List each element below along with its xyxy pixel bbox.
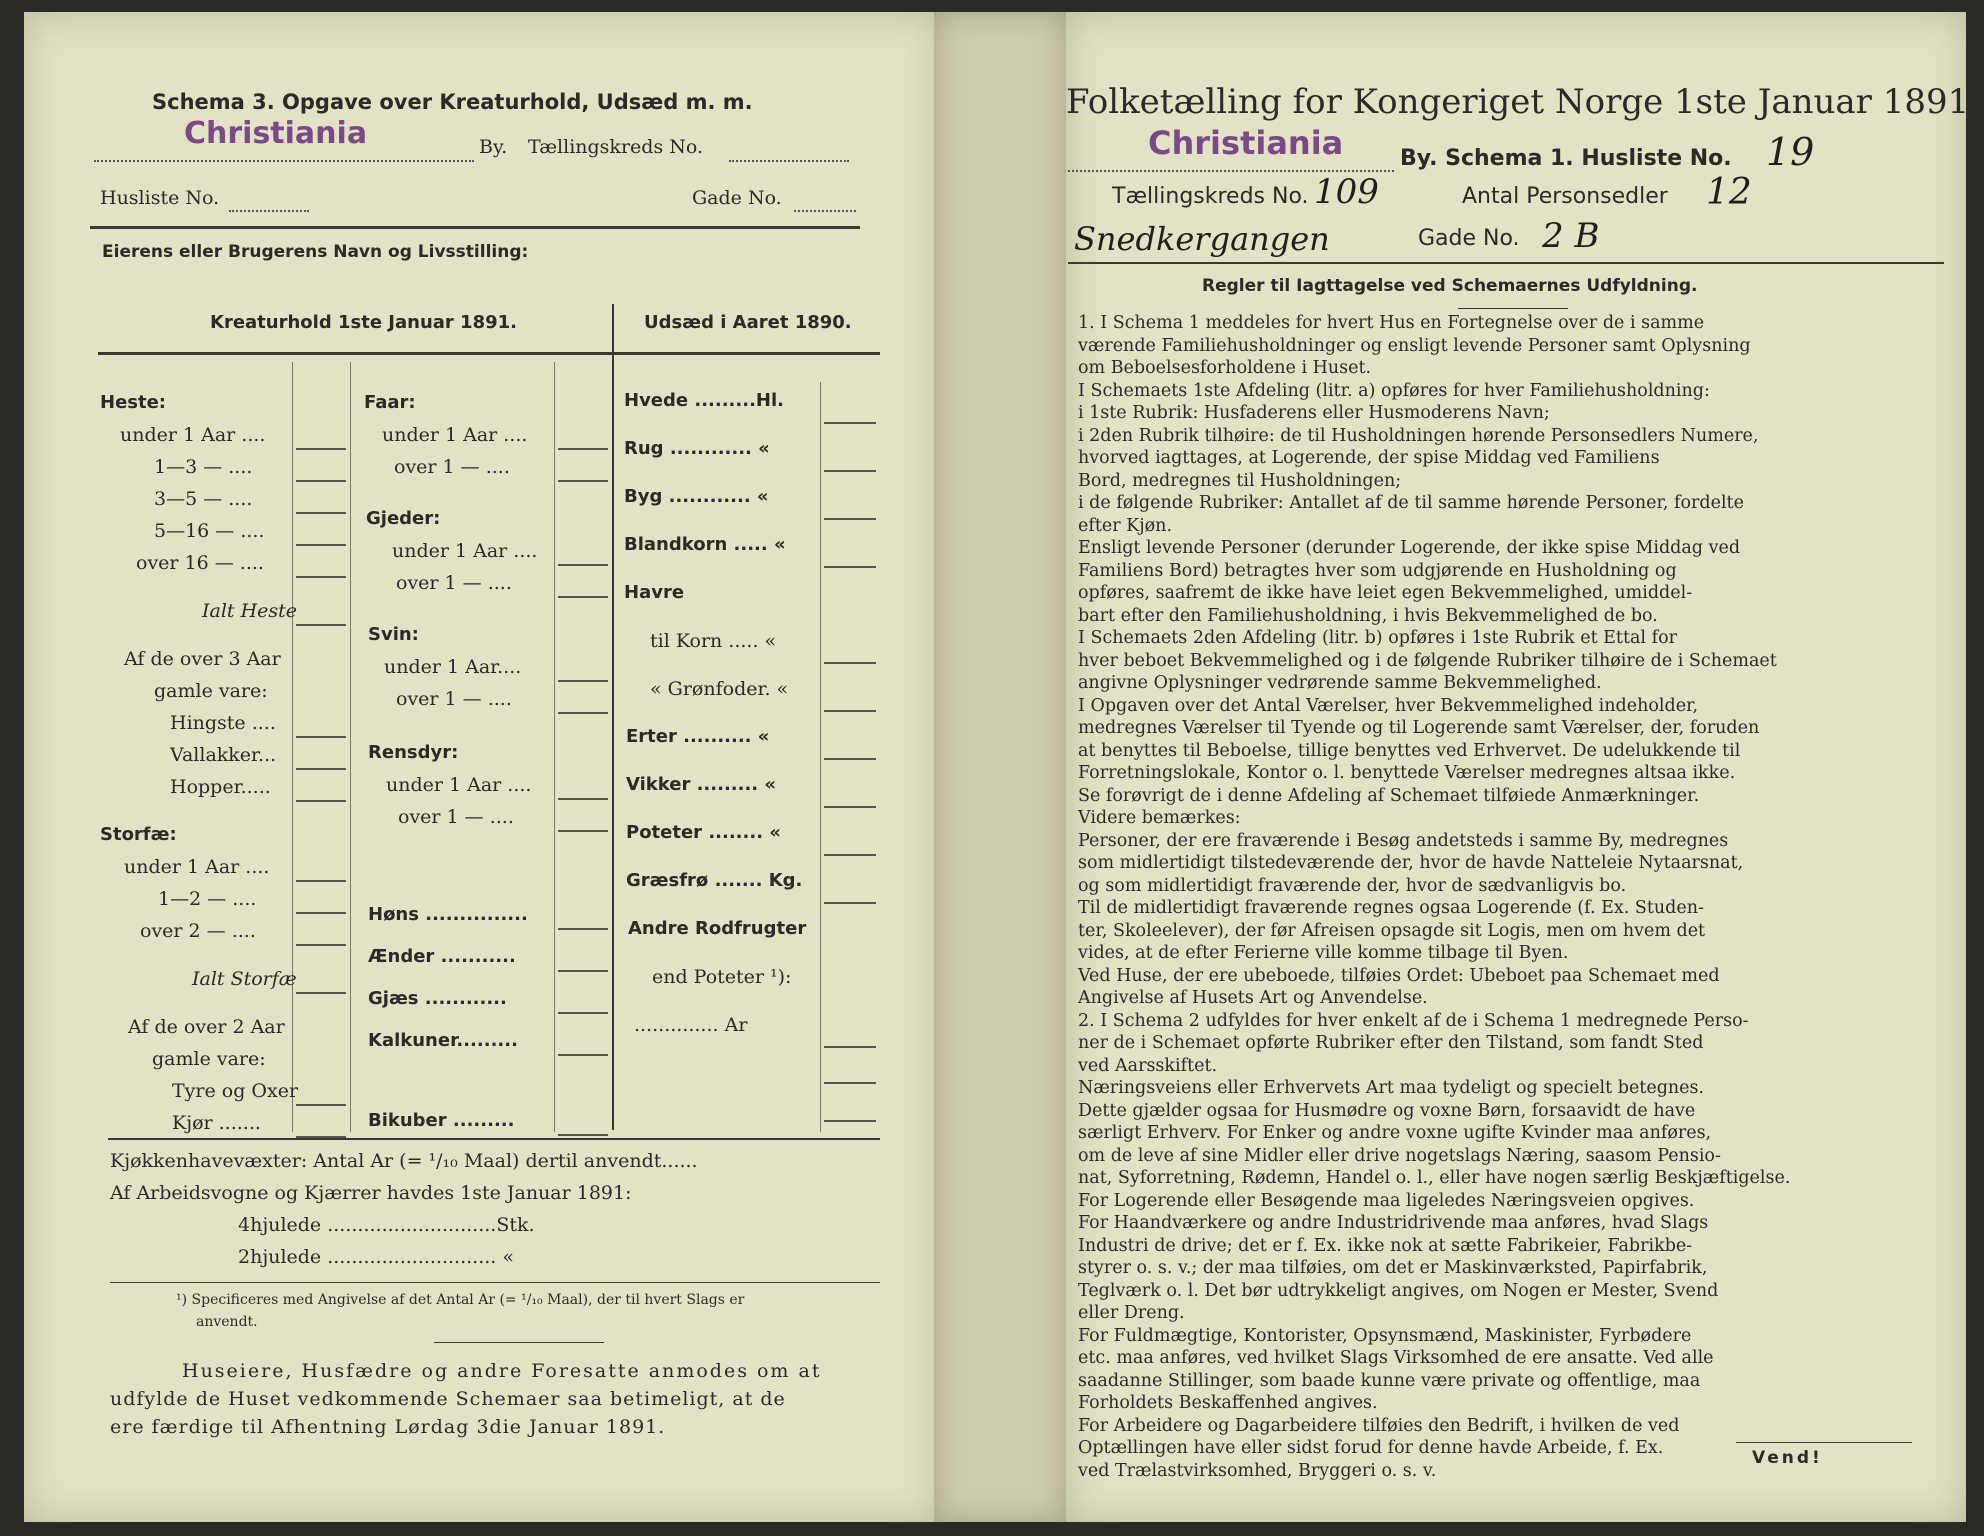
rules-line: Ensligt levende Personer (derunder Logerende, der ikke spise Middag ved bbox=[1078, 538, 1741, 558]
storfae-sub-row: Tyre og Oxer bbox=[172, 1080, 299, 1102]
value-line bbox=[558, 712, 608, 714]
rules-line: Optællingen have eller sidst forud for denne havde Arbeide, f. Ex. bbox=[1078, 1438, 1664, 1458]
left-page-schema-3 bbox=[24, 12, 940, 1522]
svin-row: over 1 — .... bbox=[396, 688, 512, 710]
rules-line: Familiens Bord) betragtes hver som udgjørende en Husholdning og bbox=[1078, 560, 1677, 581]
rules-line: ved Trælastvirksomhed, Bryggeri o. s. v. bbox=[1078, 1460, 1437, 1481]
svin-title: Svin: bbox=[368, 624, 419, 645]
arbeidsvogne-line: Af Arbeidsvogne og Kjærrer havdes 1ste Januar 1891: bbox=[110, 1182, 632, 1204]
ialt-heste: Ialt Heste bbox=[202, 600, 298, 622]
value-line bbox=[296, 944, 346, 946]
to-hjulede: 2hjulede ............................ « bbox=[238, 1246, 514, 1268]
gjeder-title: Gjeder: bbox=[366, 508, 441, 529]
rules-line: Videre bemærkes: bbox=[1078, 808, 1241, 828]
rules-line: eller Dreng. bbox=[1078, 1303, 1185, 1323]
rules-line: nat, Syforretning, Rødemn, Handel o. l., eller have nogen særlig Beskjæftigelse. bbox=[1078, 1168, 1791, 1188]
value-line bbox=[824, 470, 876, 472]
value-line bbox=[296, 768, 346, 770]
value-line bbox=[558, 970, 608, 972]
rules-line: om de leve af sine Midler eller drive nogetslags Næring, saasom Pensio- bbox=[1078, 1145, 1721, 1166]
rules-line: For Haandværkere og andre Industridrivende maa anføres, hvad Slags bbox=[1078, 1213, 1709, 1233]
rules-line: Til de midlertidigt fraværende regnes ogsaa Logerende (f. Ex. Studen- bbox=[1078, 898, 1704, 918]
storfae-title: Storfæ: bbox=[100, 824, 177, 845]
heste-title: Heste: bbox=[100, 392, 166, 413]
heste-sub-row: Hopper..... bbox=[170, 776, 271, 798]
vend-label: Vend! bbox=[1752, 1448, 1823, 1468]
gade-label-right: Gade No. bbox=[1418, 226, 1520, 251]
husliste-no[interactable]: 19 bbox=[1766, 130, 1815, 174]
col-line-3 bbox=[554, 362, 555, 1132]
header-rule bbox=[90, 226, 860, 229]
footnote-rule bbox=[110, 1282, 880, 1283]
rules-line: For Arbeidere og Dagarbeidere tilføies den Bedrift, i hvilken de ved bbox=[1078, 1415, 1680, 1436]
storfae-row: under 1 Aar .... bbox=[124, 856, 270, 878]
rules-title-underline bbox=[1458, 308, 1568, 309]
rules-line: angivne Oplysninger vedrørende samme Bekvemmelighed. bbox=[1078, 673, 1602, 693]
antal-personsedler[interactable]: 12 bbox=[1706, 172, 1752, 213]
rules-line: efter Kjøn. bbox=[1078, 515, 1173, 536]
value-line bbox=[296, 544, 346, 546]
value-line bbox=[296, 1104, 346, 1106]
value-line bbox=[824, 518, 876, 520]
heste-row: over 16 — .... bbox=[136, 552, 264, 574]
udsaed-row: Vikker ......... « bbox=[626, 774, 777, 795]
street-handwritten[interactable]: Snedkergangen bbox=[1074, 220, 1330, 258]
udsaed-row: « Grønfoder. « bbox=[650, 678, 789, 700]
by-label: By. bbox=[479, 136, 508, 158]
udsaed-row: end Poteter ¹): bbox=[652, 966, 792, 988]
by-schema-label: By. Schema 1. Husliste No. bbox=[1400, 146, 1732, 171]
rules-line: medregnes Værelser til Tyende og til Logerende samt Værelser, der, foruden bbox=[1078, 718, 1760, 738]
column-divider-main bbox=[612, 304, 614, 1130]
rules-line: For Fuldmægtige, Kontorister, Opsynsmænd, Maskinister, Fyrbødere bbox=[1078, 1325, 1692, 1346]
value-line bbox=[558, 564, 608, 566]
rules-line: særligt Erhverv. For Enker og andre voxne ugifte Kvinder maa anføres, bbox=[1078, 1123, 1712, 1143]
value-line bbox=[558, 448, 608, 450]
gade-label-left: Gade No. bbox=[692, 187, 782, 209]
value-line bbox=[824, 1046, 876, 1048]
udsaed-row: Hvede .........Hl. bbox=[624, 390, 784, 411]
rules-line: 1. I Schema 1 meddeles for hvert Hus en Fortegnelse over de i samme bbox=[1078, 313, 1705, 333]
rules-line: Se forøvrigt de i denne Afdeling af Schemaet tilføiede Anmærkninger. bbox=[1078, 785, 1700, 806]
rensdyr-row: under 1 Aar .... bbox=[386, 774, 532, 796]
faar-row: over 1 — .... bbox=[394, 456, 510, 478]
schema-3-header: Schema 3. Opgave over Kreaturhold, Udsæd m. m. bbox=[152, 90, 753, 114]
value-line bbox=[558, 1054, 608, 1056]
value-line bbox=[296, 480, 346, 482]
value-line bbox=[558, 596, 608, 598]
poultry-row: Høns ............... bbox=[368, 904, 528, 925]
heste-row: under 1 Aar .... bbox=[120, 424, 266, 446]
value-line bbox=[824, 902, 876, 904]
udsaed-row: .............. Ar bbox=[634, 1014, 748, 1036]
gjeder-row: under 1 Aar .... bbox=[392, 540, 538, 562]
svin-row: under 1 Aar.... bbox=[384, 656, 522, 678]
rules-line: hvorved iagttages, at Logerende, der spise Middag ved Familiens bbox=[1078, 448, 1660, 468]
poultry-row: Kalkuner......... bbox=[368, 1030, 518, 1051]
gade-no[interactable]: 2 B bbox=[1542, 216, 1600, 256]
heste-row: 1—3 — .... bbox=[154, 456, 253, 478]
rules-line: at benyttes til Beboelse, tillige benyttes ved Erhvervet. De udelukkende til bbox=[1078, 740, 1741, 761]
rules-line: Angivelse af Husets Art og Anvendelse. bbox=[1078, 988, 1428, 1008]
closing-text: ere færdige til Afhentning Lørdag 3die Januar 1891. bbox=[110, 1416, 666, 1438]
rules-line: i 2den Rubrik tilhøire: de til Husholdningen hørende Personsedlers Numere, bbox=[1078, 425, 1759, 446]
value-line bbox=[824, 806, 876, 808]
owner-label: Eierens eller Brugerens Navn og Livsstilling: bbox=[102, 242, 529, 262]
value-line bbox=[296, 736, 346, 738]
husliste-line-left bbox=[229, 210, 309, 212]
table-top-rule bbox=[98, 352, 880, 355]
value-line bbox=[824, 854, 876, 856]
rules-text bbox=[1078, 312, 1914, 1482]
rules-line: og som midlertidigt fraværende der, hvor de sædvanligvis bo. bbox=[1078, 875, 1627, 896]
right-header-rule bbox=[1068, 262, 1944, 264]
rules-line: i 1ste Rubrik: Husfaderens eller Husmoderens Navn; bbox=[1078, 403, 1550, 423]
value-line bbox=[558, 830, 608, 832]
value-line bbox=[558, 798, 608, 800]
city-handwritten-left: Christiania bbox=[184, 116, 368, 151]
udsaed-row: Andre Rodfrugter bbox=[628, 918, 807, 939]
rensdyr-row: over 1 — .... bbox=[398, 806, 514, 828]
storfae-sub-row: Kjør ....... bbox=[172, 1112, 261, 1134]
taellingskreds-no[interactable]: 109 bbox=[1314, 172, 1379, 212]
udsaed-row: Græsfrø ....... Kg. bbox=[626, 870, 803, 891]
rules-line: Forretningslokale, Kontor o. l. benyttede Værelser medregnes altsaa ikke. bbox=[1078, 763, 1736, 783]
table-bottom-rule bbox=[108, 1138, 880, 1140]
rules-line: Næringsveiens eller Erhvervets Art maa tydeligt og specielt betegnes. bbox=[1078, 1078, 1705, 1098]
rules-line: Teglværk o. l. Det bør udtrykkeligt angives, om Nogen er Mester, Svend bbox=[1078, 1280, 1719, 1301]
rules-line: bart efter den Familiehusholdning, i hvis Bekvemmelighed de bo. bbox=[1078, 605, 1658, 626]
value-line bbox=[558, 480, 608, 482]
gade-line-left bbox=[794, 210, 856, 212]
faar-title: Faar: bbox=[364, 392, 416, 413]
value-line bbox=[824, 662, 876, 664]
rules-line: hver beboet Bekvemmelighed og i de følgende Rubriker tilhøire de i Schemaet bbox=[1078, 650, 1777, 671]
udsaed-row: til Korn ..... « bbox=[650, 630, 777, 652]
udsaed-row: Erter .......... « bbox=[626, 726, 770, 747]
rules-line: i de følgende Rubriker: Antallet af de til samme hørende Personer, fordelte bbox=[1078, 493, 1744, 513]
value-line bbox=[296, 912, 346, 914]
value-line bbox=[296, 448, 346, 450]
gjeder-row: over 1 — .... bbox=[396, 572, 512, 594]
rules-line: Dette gjælder ogsaa for Husmødre og voxne Børn, forsaavidt de have bbox=[1078, 1100, 1696, 1121]
rules-line: ner de i Schemaet opførte Rubriker efter den Tilstand, som fandt Sted bbox=[1078, 1033, 1704, 1053]
kjokken-line: Kjøkkenhavevæxter: Antal Ar (= ¹/₁₀ Maal) dertil anvendt...... bbox=[110, 1150, 698, 1172]
heste-row: 3—5 — .... bbox=[154, 488, 253, 510]
city-handwritten-right: Christiania bbox=[1148, 124, 1344, 162]
rensdyr-title: Rensdyr: bbox=[368, 742, 459, 763]
faar-row: under 1 Aar .... bbox=[382, 424, 528, 446]
value-line bbox=[296, 576, 346, 578]
rules-line: 2. I Schema 2 udfyldes for hver enkelt af de i Schema 1 medregnede Perso- bbox=[1078, 1010, 1749, 1031]
col-line-2 bbox=[350, 362, 351, 1132]
value-line bbox=[296, 624, 346, 626]
value-line bbox=[824, 1120, 876, 1122]
poultry-row: Ænder ........... bbox=[368, 946, 516, 967]
taellingskreds-label-right: Tællingskreds No. bbox=[1112, 184, 1309, 209]
ialt-storfae: Ialt Storfæ bbox=[192, 968, 297, 990]
rules-line: værende Familiehusholdninger og ensligt levende Personer samt Oplysning bbox=[1078, 335, 1751, 356]
value-line bbox=[558, 1012, 608, 1014]
udsaed-row: Poteter ........ « bbox=[626, 822, 781, 843]
heste-sub-title: gamle vare: bbox=[154, 680, 268, 702]
kreaturhold-header: Kreaturhold 1ste Januar 1891. bbox=[210, 312, 517, 333]
short-divider bbox=[434, 1342, 604, 1343]
rules-title: Regler til Iagttagelse ved Schemaernes Udfyldning. bbox=[1202, 276, 1698, 296]
rules-line: I Schemaets 1ste Afdeling (litr. a) opføres for hver Familiehusholdning: bbox=[1078, 380, 1710, 401]
udsaed-row: Blandkorn ..... « bbox=[624, 534, 786, 555]
antal-label: Antal Personsedler bbox=[1462, 184, 1668, 209]
rules-line: Ved Huse, der ere ubeboede, tilføies Ordet: Ubeboet paa Schemaet med bbox=[1078, 965, 1720, 986]
closing-text: Huseiere, Husfædre og andre Foresatte anmodes om at bbox=[182, 1360, 822, 1382]
heste-sub-title: Af de over 3 Aar bbox=[124, 648, 281, 670]
value-line bbox=[296, 992, 346, 994]
storfae-sub-title: Af de over 2 Aar bbox=[128, 1016, 285, 1038]
value-line bbox=[558, 1134, 608, 1136]
rules-line: Bord, medregnes til Husholdningen; bbox=[1078, 470, 1402, 491]
poultry-row: Gjæs ............ bbox=[368, 988, 507, 1009]
storfae-row: 1—2 — .... bbox=[158, 888, 257, 910]
rules-line: Personer, der ere fraværende i Besøg andetsteds i samme By, medregnes bbox=[1078, 830, 1729, 851]
vend-rule bbox=[1736, 1442, 1912, 1443]
value-line bbox=[296, 800, 346, 802]
value-line bbox=[824, 758, 876, 760]
binding-spine bbox=[934, 12, 1066, 1522]
udsaed-header: Udsæd i Aaret 1890. bbox=[644, 312, 852, 333]
rules-line: Forholdets Beskaffenhed angives. bbox=[1078, 1393, 1378, 1413]
rules-line: styrer o. s. v.; der maa tilføies, om det er Maskinværksted, Papirfabrik, bbox=[1078, 1258, 1708, 1278]
footnote-line: anvendt. bbox=[196, 1314, 258, 1330]
fire-hjulede: 4hjulede ............................Stk. bbox=[238, 1214, 535, 1236]
rules-line: etc. maa anføres, ved hvilket Slags Virksomhed de ere ansatte. Ved alle bbox=[1078, 1348, 1714, 1368]
rules-line: ved Aarsskiftet. bbox=[1078, 1055, 1218, 1076]
storfae-row: over 2 — .... bbox=[140, 920, 256, 942]
footnote-line: ¹) Specificeres med Angivelse af det Antal Ar (= ¹/₁₀ Maal), der til hvert Slags er bbox=[176, 1292, 745, 1308]
heste-sub-row: Hingste .... bbox=[170, 712, 276, 734]
col-line-1 bbox=[292, 362, 293, 1132]
taellingskreds-label-left: Tællingskreds No. bbox=[528, 136, 703, 158]
value-line bbox=[824, 422, 876, 424]
taellingskreds-line-left bbox=[729, 160, 849, 162]
husliste-label-left: Husliste No. bbox=[100, 187, 220, 209]
rules-line: vides, at de efter Ferierne ville komme tilbage til Byen. bbox=[1078, 943, 1569, 963]
rules-line: om Beboelsesforholdene i Huset. bbox=[1078, 358, 1372, 378]
value-line bbox=[296, 880, 346, 882]
udsaed-row: Byg ............ « bbox=[624, 486, 769, 507]
rules-line: som midlertidigt tilstedeværende der, hvor de havde Natteleie Nytaarsnat, bbox=[1078, 853, 1744, 873]
rules-line: ter, Skoleelever), der før Afreisen opsagde sit Logis, men om hvem det bbox=[1078, 920, 1706, 941]
rules-line: Industri de drive; det er f. Ex. ikke nok at sætte Fabrikeier, Fabrikbe- bbox=[1078, 1235, 1693, 1256]
value-line bbox=[824, 566, 876, 568]
rules-line: I Opgaven over det Antal Værelser, hver Bekvemmelighed indeholder, bbox=[1078, 695, 1699, 716]
rules-line: opføres, saafremt de ikke have leiet egen Bekvemmelighed, umiddel- bbox=[1078, 583, 1693, 603]
value-line bbox=[824, 710, 876, 712]
rules-line: saadanne Stillinger, som baade kunne være private og offentlige, maa bbox=[1078, 1370, 1701, 1391]
storfae-sub-title: gamle vare: bbox=[152, 1048, 266, 1070]
udsaed-row: Havre bbox=[624, 582, 685, 603]
rules-line: For Logerende eller Besøgende maa ligeledes Næringsveien opgives. bbox=[1078, 1190, 1695, 1211]
col-line-4 bbox=[820, 382, 821, 1132]
heste-row: 5—16 — .... bbox=[154, 520, 265, 542]
heste-sub-row: Vallakker... bbox=[170, 744, 277, 766]
right-page-schema-1 bbox=[1066, 12, 1981, 1522]
value-line bbox=[558, 928, 608, 930]
census-title: Folketælling for Kongeriget Norge 1ste Januar 1891. bbox=[1066, 82, 1981, 122]
poultry-row: Bikuber ......... bbox=[368, 1110, 515, 1131]
value-line bbox=[824, 1082, 876, 1084]
value-line bbox=[558, 680, 608, 682]
udsaed-row: Rug ............ « bbox=[624, 438, 770, 459]
rules-line: I Schemaets 2den Afdeling (litr. b) opføres i 1ste Rubrik et Ettal for bbox=[1078, 628, 1677, 648]
value-line bbox=[296, 512, 346, 514]
closing-text: udfylde de Huset vedkommende Schemaer saa betimeligt, at de bbox=[110, 1388, 786, 1410]
city-line bbox=[94, 160, 474, 162]
